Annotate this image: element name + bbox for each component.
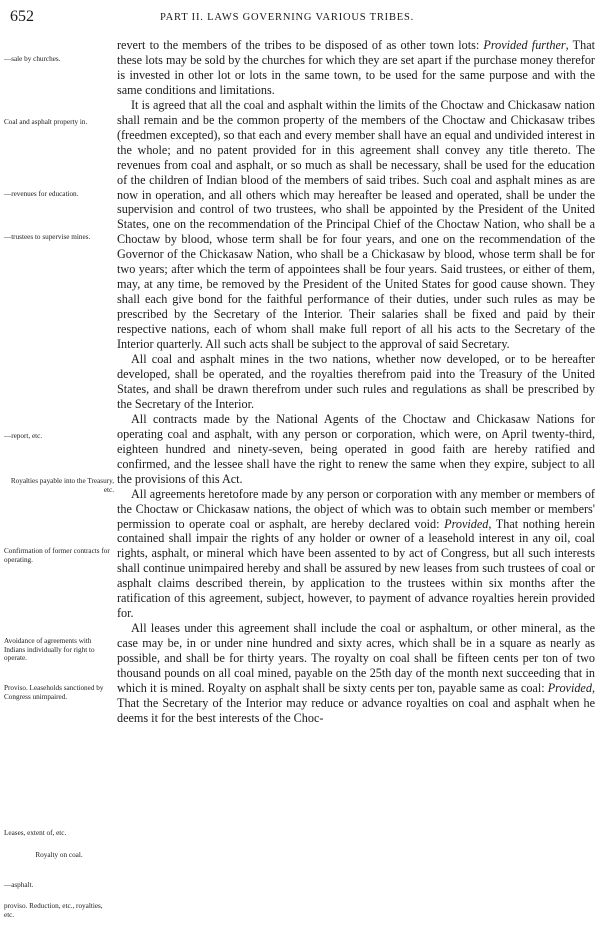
paragraph-agreements: All agreements heretofore made by any person or corporation with any member or members of the Choctaw or Chickasaw nations, the object of which was to obtain such member or members' permission to operate coal or asphalt, are hereby declared void: Provided, That nothing herein contained shall impair the rights of any holder or owner of a leasehold interest in any oil, coal rights, asphalt, or mineral which have been assented to by act of Congress, but all such interests shall continue unimpaired hereby and shall be assured by new leases from such trustees of coal or asphalt claims described therein, by application to the trustees within six months after the ratification of this agreement, subject, however, to payment of advance royalties herein provided for.: [117, 486, 595, 621]
page-header: [10, 8, 594, 28]
paragraph-town-lots: revert to the members of the tribes to be disposed of as other town lots: Provided further, That these lots may be sold by the churches for which they are set apart if the purchase money therefor is invested in other lot or lots in the same town, to be used for the same purpose and with the same conditions and limitations.: [117, 38, 595, 97]
margin-note-royalties-treasury: Royalties payable into the Treasury, etc.: [10, 477, 114, 494]
paragraph-contracts: All contracts made by the National Agents of the Choctaw and Chickasaw Nations for operating coal and asphalt, with any person or corporation, which were, on April twenty-third, eighteen hundred and ninety-seven, being operated in good faith are hereby ratified and confirmed, and the lessee shall have the right to renew the same when they expire, subject to all the provisions of this Act.: [117, 411, 595, 486]
margin-note-confirmation-contracts: Confirmation of former contracts for operating.: [4, 547, 110, 564]
margin-note-proviso-reduction: proviso. Reduction, etc., royalties, etc.: [4, 902, 103, 919]
running-head: PART II. LAWS GOVERNING VARIOUS TRIBES.: [160, 12, 415, 23]
margin-note-sale-by-churches: —sale by churches.: [4, 55, 61, 63]
margin-note-asphalt: —asphalt.: [4, 881, 34, 889]
page-number: 652: [10, 8, 34, 25]
margin-note-leases-extent: Leases, extent of, etc.: [4, 829, 67, 837]
margin-note-proviso-leaseholds: Proviso. Leaseholds sanctioned by Congress unimpaired.: [4, 684, 104, 701]
paragraph-leases: All leases under this agreement shall include the coal or asphaltum, or other mineral, as the case may be, in or under nine hundred and sixty acres, which shall be in a square as nearly as possible, and shall be for thirty years. The royalty on coal shall be fifteen cents per ton of two thousand pounds on all coal mined, payable on the 25th day of the month next succeeding that in which it is mined. Royalty on asphalt shall be sixty cents per ton, payable same as coal: Provided, That the Secretary of the Interior may reduce or advance royalties on coal and asphalt when he deems it for the best interests of the Choc-: [117, 621, 595, 725]
margin-note-avoidance-agreements: Avoidance of agreements with Indians individually for right to operate.: [4, 637, 95, 663]
margin-note-revenues-education: —revenues for education.: [4, 190, 79, 198]
margin-note-report: —report, etc.: [4, 432, 43, 440]
margin-note-trustees-supervise: —trustees to supervise mines.: [4, 233, 91, 241]
paragraph-coal-asphalt: It is agreed that all the coal and asphalt within the limits of the Choctaw and Chickasaw nation shall remain and be the common property of the members of the Choctaw and Chickasaw tribes (freedmen excepted), so that each and every member shall have an equal and undivided interest in the whole; and no patent provided for in this agreement shall convey any title thereto. The revenues from coal and asphalt, or so much as shall be necessary, shall be used for the education of the children of Indian blood of the members of said tribes. Such coal and asphalt mines as are now in operation, and all others which may hereafter be leased and operated, shall be under the supervision and control of two trustees, who shall be appointed by the President of the United States, one on the recommendation of the Principal Chief of the Choctaw Nation, who shall be a Choctaw by blood, whose term shall be for four years, and one on the recommendation of the Governor of the Chickasaw Nation, who shall be a Chickasaw by blood, whose term shall be for two years; after which the term of appointees shall be four years. Said trustees, or either of them, may, at any time, be removed by the President of the United States for good cause shown. They shall each give bond for the faithful performance of their duties, under such rules as may be prescribed by the Secretary of the Interior. Their salaries shall be fixed and paid by their respective nations, each of whom shall make full report of all his acts to the Secretary of the Interior quarterly. All such acts shall be subject to the approval of said Secretary.: [117, 97, 595, 352]
margin-note-coal-asphalt-property: Coal and asphalt property in.: [4, 118, 88, 126]
paragraph-royalties: All coal and asphalt mines in the two nations, whether now developed, or to be hereafter developed, shall be operated, and the royalties therefrom paid into the Treasury of the United States, and shall be drawn therefrom under such rules and regulations as shall be prescribed by the Secretary of the Interior.: [117, 352, 595, 411]
margin-note-royalty-coal: Royalty on coal.: [35, 851, 83, 859]
body-text: [117, 38, 595, 726]
